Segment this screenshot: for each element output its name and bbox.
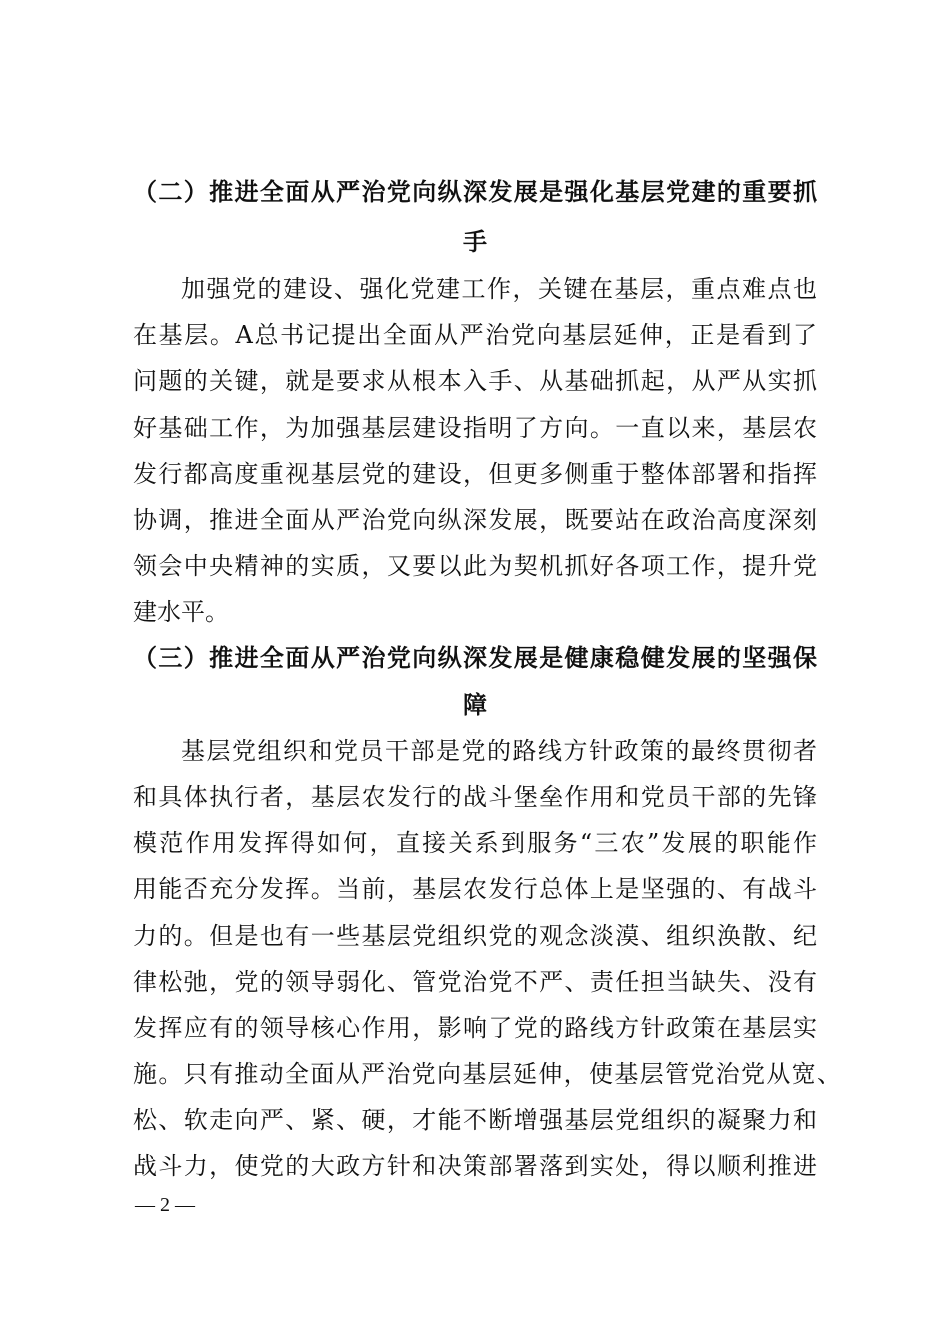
section-2-paragraph-line: 发行都高度重视基层党的建设，但更多侧重于整体部署和指挥 bbox=[133, 460, 817, 488]
section-2-paragraph-line: 问题的关键，就是要求从根本入手、从基础抓起，从严从实抓 bbox=[133, 367, 817, 395]
section-2-heading-line-2: 手 bbox=[463, 227, 487, 256]
section-3-paragraph-line: 模范作用发挥得如何，直接关系到服务“三农”发展的职能作 bbox=[133, 829, 817, 857]
section-3-heading-line-2: 障 bbox=[463, 690, 487, 719]
section-3-paragraph-line: 力的。但是也有一些基层党组织党的观念淡漠、组织涣散、纪 bbox=[133, 922, 817, 950]
section-3-paragraph-line: 施。只有推动全面从严治党向基层延伸，使基层管党治党从宽、 bbox=[133, 1060, 841, 1088]
section-2-paragraph-line: 协调，推进全面从严治党向纵深发展，既要站在政治高度深刻 bbox=[133, 506, 817, 534]
section-3-paragraph-line: 律松弛，党的领导弱化、管党治党不严、责任担当缺失、没有 bbox=[133, 968, 817, 996]
section-2-paragraph-line: 加强党的建设、强化党建工作，关键在基层，重点难点也 bbox=[181, 275, 817, 303]
section-2-paragraph-line: 好基础工作，为加强基层建设指明了方向。一直以来，基层农 bbox=[133, 414, 817, 442]
section-2-paragraph-last-line: 建水平。 bbox=[133, 598, 229, 626]
section-2-heading-line-1: （二）推进全面从严治党向纵深发展是强化基层党建的重要抓 bbox=[133, 177, 817, 206]
section-3-paragraph-line: 战斗力，使党的大政方针和决策部署落到实处，得以顺利推进 bbox=[133, 1152, 817, 1180]
section-2-paragraph-line: 在基层。A总书记提出全面从严治党向基层延伸，正是看到了 bbox=[133, 321, 817, 349]
section-3-paragraph-line: 发挥应有的领导核心作用，影响了党的路线方针政策在基层实 bbox=[133, 1014, 817, 1042]
page-number: — 2 — bbox=[135, 1194, 195, 1216]
section-3-paragraph-line: 用能否充分发挥。当前，基层农发行总体上是坚强的、有战斗 bbox=[133, 875, 817, 903]
section-3-paragraph-line: 和具体执行者，基层农发行的战斗堡垒作用和党员干部的先锋 bbox=[133, 783, 817, 811]
section-3-heading-line-1: （三）推进全面从严治党向纵深发展是健康稳健发展的坚强保 bbox=[133, 643, 817, 672]
section-2-paragraph-line: 领会中央精神的实质，又要以此为契机抓好各项工作，提升党 bbox=[133, 552, 817, 580]
section-3-paragraph-line: 松、软走向严、紧、硬，才能不断增强基层党组织的凝聚力和 bbox=[133, 1106, 817, 1134]
section-3-paragraph-line: 基层党组织和党员干部是党的路线方针政策的最终贯彻者 bbox=[181, 737, 817, 765]
